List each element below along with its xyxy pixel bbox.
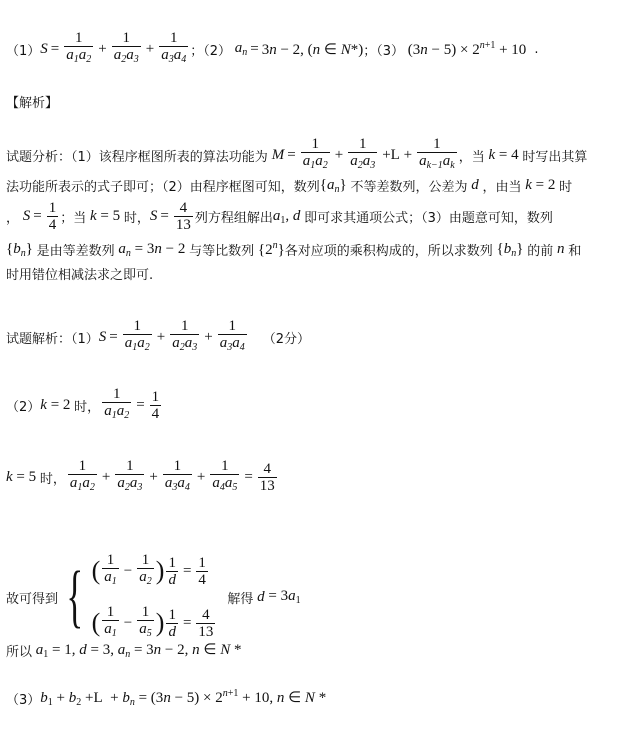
fraction: $\frac{4}{13}$ — [259, 460, 275, 494]
equation: ( $\frac{1}{a_1}$ − $\frac{1}{a_2}$ ) $\frac{1}{d}$ = $\frac{1}{4}$ — [92, 552, 218, 590]
solution-line-2: （2） k = 2 时， $\frac{1}{a_1a_2}$ = $\frac{1}{4}$ — [6, 386, 624, 424]
fraction: $\frac{1}{a_2a_3}$ — [348, 136, 377, 174]
fraction: $\frac{1}{a_3a_4}$ — [159, 30, 188, 68]
text: 不等差数列，公差为 — [350, 180, 468, 195]
analysis-line-3: ， S = $\frac{1}{4}$ ；当 k = 5 时， S = $\frac{4}{13}$ 列方程组解出 $a_1$, d 即可求其通项公式；（3）由题意可知，数列 — [6, 200, 553, 233]
fraction: $\frac{1}{a_3a_4}$ — [163, 458, 192, 496]
text: 时 — [559, 180, 573, 195]
text: 列方程组解出 — [194, 211, 273, 226]
left-brace: { — [66, 558, 84, 635]
fraction: $\frac{1}{4}$ — [151, 388, 160, 422]
text: 时， — [74, 399, 101, 415]
fraction: $\frac{1}{a_2a_3}$ — [112, 30, 141, 68]
solution-line-4: 故可得到 { ( $\frac{1}{a_1}$ − $\frac{1}{a_2}$ ) $\frac{1}{d}$ = $\frac{1}{4}$ ( $\frac{1}{a_1}$ − $\frac{1}{a_5}$ ) $\frac{1}{d}$ = $\frac{4}{13}$ 解得 d = $3a_1$ — [6, 552, 624, 642]
fraction: $\frac{1}{a_4a_5}$ — [210, 458, 239, 496]
text: 试题解析：（1） — [6, 331, 99, 347]
fraction: $\frac{1}{a_2a_3}$ — [170, 318, 199, 356]
text: 的前 — [527, 244, 554, 259]
fraction: $\frac{4}{13}$ — [175, 200, 191, 233]
solution-line-3: k = 5 时， $\frac{1}{a_1a_2}$ + $\frac{1}{a_2a_3}$ + $\frac{1}{a_3a_4}$ + $\frac{1}{a_4a_5}$ = $\frac{4}{13}$ — [6, 458, 624, 496]
text: 与等比数列 — [189, 244, 255, 259]
fraction: $\frac{1}{4}$ — [48, 200, 57, 233]
fraction: $\frac{1}{a_{k-1}a_k}$ — [417, 136, 457, 174]
analysis-line-1: 试题分析：（1）该程序框图所表的算法功能为 M = $\frac{1}{a_1a_2}$ + $\frac{1}{a_2a_3}$ +L + $\frac{1}{a_{k-1}a_k}$ ，当 k = 4 时写出其算 — [6, 136, 624, 174]
text: 时， — [123, 211, 150, 226]
fraction: $\frac{1}{a_1a_2}$ — [102, 386, 131, 424]
score-note: （2分） — [262, 331, 310, 347]
text: 时写出其算 — [522, 149, 588, 165]
text: 故可得到 — [6, 591, 59, 607]
text: （2） — [6, 399, 41, 415]
fraction: $\frac{1}{a_1a_2}$ — [301, 136, 330, 174]
solution-line-5: 所以 $a_1 = 1$, d = 3, $a_n = 3n - 2$, n ∈ N * — [6, 642, 242, 660]
separator: ；（2） — [190, 43, 231, 59]
text: 时， — [39, 471, 66, 487]
text: 解得 — [227, 591, 254, 607]
solution-line-1: 试题解析：（1） S = $\frac{1}{a_1a_2}$ + $\frac{1}{a_2a_3}$ + $\frac{1}{a_3a_4}$ （2分） — [6, 318, 624, 356]
text: 试题分析：（1）该程序框图所表的算法功能为 — [6, 149, 268, 165]
text: 是由等差数列 — [36, 244, 115, 259]
answer-line: （1） S = $\frac{1}{a_1a_2}$ + $\frac{1}{a_2a_3}$ + $\frac{1}{a_3a_4}$ ；（2） $a_n$ = 3n − 2, (n ∈ N*) ；（3） $(3n - 5) \times 2^{n+1} + 10$ . — [6, 30, 624, 68]
fraction: $\frac{1}{a_2a_3}$ — [115, 458, 144, 496]
analysis-header: 【解析】 — [6, 96, 59, 111]
text: ，当 — [458, 149, 485, 165]
text: ， — [6, 211, 20, 226]
text: ；当 — [60, 211, 87, 226]
period: . — [534, 41, 539, 57]
text: 各对应项的乘积构成的，所以求数列 — [284, 244, 493, 259]
fraction: $\frac{1}{a_1a_2}$ — [68, 458, 97, 496]
separator: ；（3） — [363, 43, 405, 59]
text: 法功能所表示的式子即可；（2）由程序框图可知，数列 — [6, 180, 320, 195]
fraction: $\frac{1}{a_1a_2}$ — [64, 30, 93, 68]
text: （3） — [6, 692, 41, 708]
text: ，由当 — [482, 180, 522, 195]
part1-label: （1） — [6, 43, 41, 59]
analysis-line-5: 时用错位相减法求之即可. — [6, 268, 154, 283]
solution-line-6: （3） $b_1 + b_2 +L + b_n = (3n - 5) \times 2^{n+1} + 10$, n ∈ N * — [6, 688, 327, 708]
fraction: $\frac{1}{a_1a_2}$ — [123, 318, 152, 356]
fraction: $\frac{1}{a_3a_4}$ — [218, 318, 247, 356]
text: 和 — [568, 244, 582, 259]
text: 即可求其通项公式；（3）由题意可知，数列 — [304, 211, 553, 226]
analysis-line-2: 法功能所表示的式子即可；（2）由程序框图可知，数列 $\{a_n\}$ 不等差数列，公差为 d ，由当 k = 2 时 — [6, 176, 573, 195]
equation-system — [92, 552, 218, 642]
analysis-line-4: $\{b_n\}$ 是由等差数列 $a_n = 3n - 2$ 与等比数列 {2$^n$} 各对应项的乘积构成的，所以求数列 $\{b_n\}$ 的前 n 和 — [6, 240, 582, 259]
equation: ( $\frac{1}{a_1}$ − $\frac{1}{a_5}$ ) $\frac{1}{d}$ = $\frac{4}{13}$ — [92, 604, 218, 642]
text: 所以 — [6, 644, 33, 660]
